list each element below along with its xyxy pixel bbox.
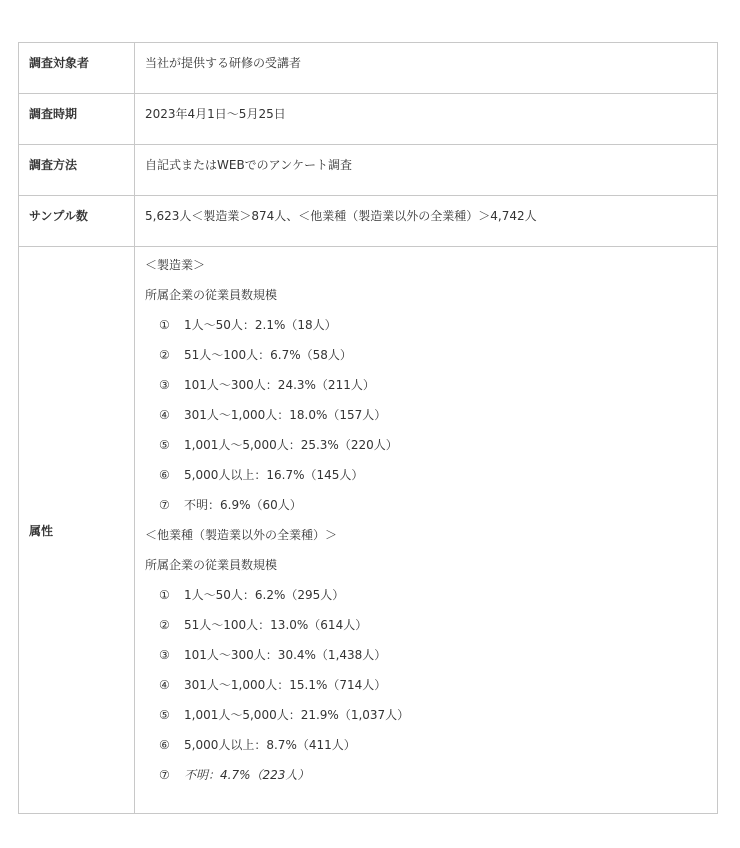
- list-item: [145, 617, 707, 647]
- manufacturing-heading: ＜製造業＞: [145, 258, 206, 272]
- list-item: [145, 437, 707, 467]
- list-item: [145, 767, 707, 797]
- row-value-attributes: [135, 247, 718, 814]
- list-item-number: ②: [159, 618, 170, 632]
- list-item-text: 不明：4.7%（223人）: [184, 768, 310, 782]
- table-row-attributes: [19, 247, 718, 814]
- list-item-text: 1,001人～5,000人：21.9%（1,037人）: [184, 708, 410, 722]
- list-item: [145, 347, 707, 377]
- table-row-period: [19, 94, 718, 145]
- manufacturing-list: [145, 317, 707, 527]
- row-label-method: 調査方法: [19, 145, 135, 196]
- list-item-number: ①: [159, 318, 170, 332]
- manufacturing-subheading: 所属企業の従業員数規模: [145, 288, 278, 302]
- list-item-text: 301人～1,000人：15.1%（714人）: [184, 678, 387, 692]
- list-item-number: ⑥: [159, 738, 170, 752]
- list-item-text: 51人～100人：13.0%（614人）: [184, 618, 368, 632]
- list-item-text: 51人～100人：6.7%（58人）: [184, 348, 352, 362]
- list-item: [145, 317, 707, 347]
- list-item: [145, 407, 707, 437]
- list-item-number: ⑤: [159, 438, 170, 452]
- list-item-number: ⑥: [159, 468, 170, 482]
- list-item-number: ③: [159, 648, 170, 662]
- list-item-number: ③: [159, 378, 170, 392]
- row-value-sample-size: 5,623人＜製造業＞874人、＜他業種（製造業以外の全業種）＞4,742人: [135, 196, 718, 247]
- list-item: [145, 707, 707, 737]
- row-value-target: 当社が提供する研修の受講者: [135, 43, 718, 94]
- list-item-text: 301人～1,000人：18.0%（157人）: [184, 408, 387, 422]
- list-item-number: ②: [159, 348, 170, 362]
- list-item-number: ⑦: [159, 498, 170, 512]
- survey-overview-table: [18, 42, 718, 814]
- list-item-number: ④: [159, 408, 170, 422]
- list-item: [145, 497, 707, 527]
- list-item-text: 5,000人以上：8.7%（411人）: [184, 738, 356, 752]
- list-item-text: 1,001人～5,000人：25.3%（220人）: [184, 438, 398, 452]
- table-row-method: [19, 145, 718, 196]
- row-label-sample-size: サンプル数: [19, 196, 135, 247]
- list-item: [145, 377, 707, 407]
- list-item-text: 不明：6.9%（60人）: [184, 498, 302, 512]
- row-label-period: 調査時期: [19, 94, 135, 145]
- list-item-text: 1人～50人：6.2%（295人）: [184, 588, 345, 602]
- list-item: [145, 467, 707, 497]
- row-value-period: 2023年4月1日～5月25日: [135, 94, 718, 145]
- table-row-target: [19, 43, 718, 94]
- row-label-target: 調査対象者: [19, 43, 135, 94]
- other-industry-list: [145, 587, 707, 797]
- list-item-text: 101人～300人：24.3%（211人）: [184, 378, 375, 392]
- list-item-number: ①: [159, 588, 170, 602]
- list-item: [145, 587, 707, 617]
- other-industry-heading: ＜他業種（製造業以外の全業種）＞: [145, 528, 338, 542]
- list-item-text: 1人～50人：2.1%（18人）: [184, 318, 337, 332]
- list-item-number: ⑦: [159, 768, 170, 782]
- list-item: [145, 737, 707, 767]
- table-row-sample-size: [19, 196, 718, 247]
- other-industry-subheading: 所属企業の従業員数規模: [145, 558, 278, 572]
- row-label-attributes: 属性: [19, 247, 135, 814]
- row-value-method: 自記式またはWEBでのアンケート調査: [135, 145, 718, 196]
- list-item-text: 5,000人以上：16.7%（145人）: [184, 468, 364, 482]
- list-item-number: ④: [159, 678, 170, 692]
- list-item: [145, 677, 707, 707]
- list-item-text: 101人～300人：30.4%（1,438人）: [184, 648, 387, 662]
- list-item-number: ⑤: [159, 708, 170, 722]
- list-item: [145, 647, 707, 677]
